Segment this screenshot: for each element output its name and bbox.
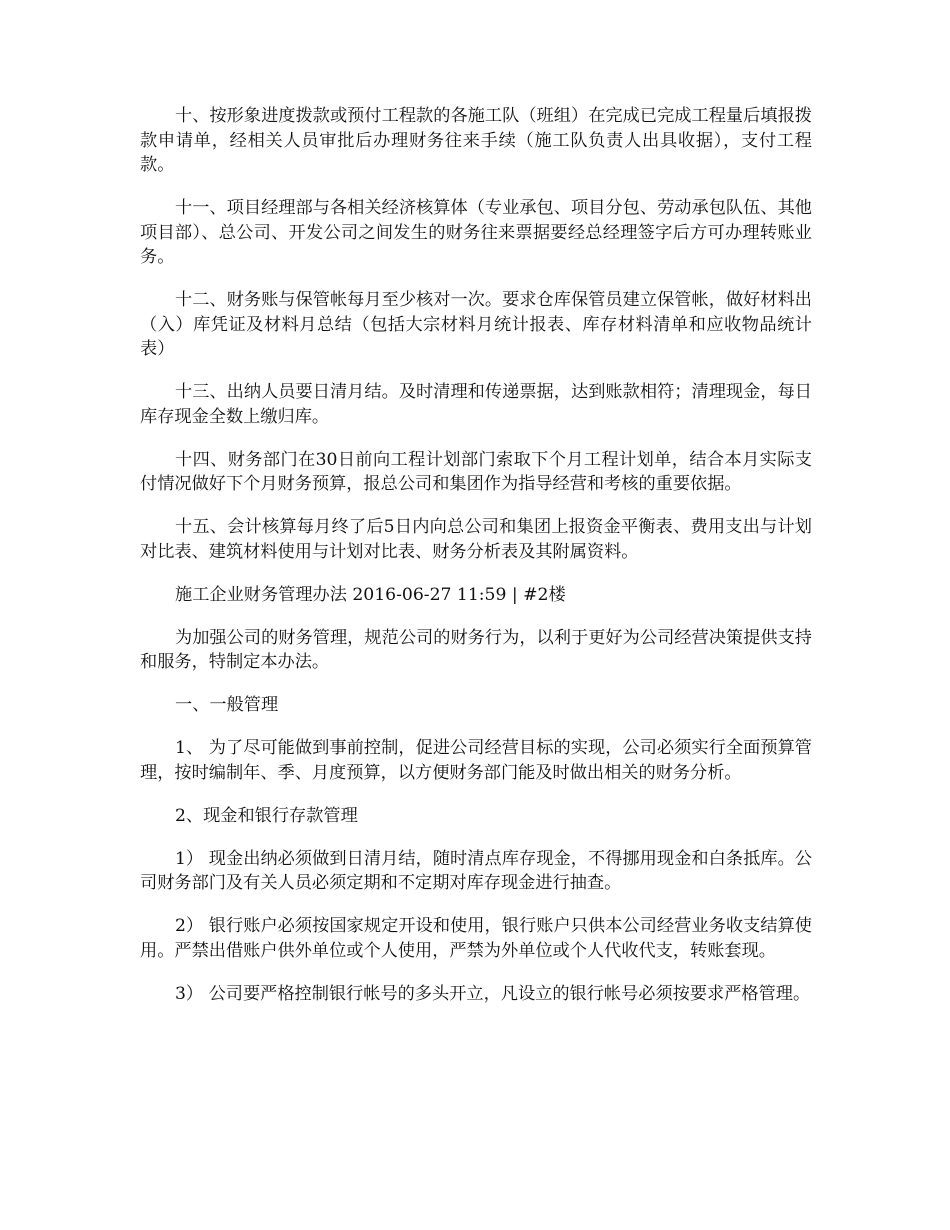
paragraph-item-1: 1、 为了尽可能做到事前控制，促进公司经营目标的实现，公司必须实行全面预算管理，按时编制年、季、月度预算，以方便财务部门能及时做出相关的财务分析。 xyxy=(140,738,812,783)
paragraph-subitem-3: 3） 公司要严格控制银行帐号的多头开立，凡设立的银行帐号必须按要求严格管理。 xyxy=(175,983,811,1004)
paragraph-intro: 为加强公司的财务管理，规范公司的财务行为，以利于更好为公司经营决策提供支持和服务，特制定本办法。 xyxy=(140,627,812,672)
paragraph-article-11: 十一、项目经理部与各相关经济核算体（专业承包、项目分包、劳动承包队伍、其他项目部）、总公司、开发公司之间发生的财务往来票据要经总经理签字后方可办理转账业务。 xyxy=(140,198,812,267)
paragraph-article-12: 十二、财务账与保管帐每月至少核对一次。要求仓库保管员建立保管帐，做好材料出（入）库凭证及材料月总结（包括大宗材料月统计报表、库存材料清单和应收物品统计表） xyxy=(140,290,812,359)
paragraph-article-14: 十四、财务部门在30日前向工程计划部门索取下个月工程计划单，结合本月实际支付情况做好下个月财务预算，报总公司和集团作为指导经营和考核的重要依据。 xyxy=(140,449,812,494)
section-heading-cash-bank: 2、现金和银行存款管理 xyxy=(175,805,358,826)
paragraph-article-15: 十五、会计核算每月终了后5日内向总公司和集团上报资金平衡表、费用支出与计划对比表、建筑材料使用与计划对比表、财务分析表及其附属资料。 xyxy=(140,517,812,562)
document-page xyxy=(140,104,812,1025)
post-header-line: 施工企业财务管理办法 2016-06-27 11:59 | #2楼 xyxy=(175,584,566,605)
section-heading-general: 一、一般管理 xyxy=(175,695,279,715)
paragraph-article-13: 十三、出纳人员要日清月结。及时清理和传递票据，达到账款相符；清理现金，每日库存现金全数上缴归库。 xyxy=(140,382,812,427)
paragraph-subitem-1: 1） 现金出纳必须做到日清月结，随时清点库存现金，不得挪用现金和白条抵库。公司财务部门及有关人员必须定期和不定期对库存现金进行抽查。 xyxy=(140,848,812,893)
paragraph-article-10: 十、按形象进度拨款或预付工程款的各施工队（班组）在完成已完成工程量后填报拨款申请单，经相关人员审批后办理财务往来手续（施工队负责人出具收据），支付工程款。 xyxy=(140,106,812,175)
paragraph-subitem-2: 2） 银行账户必须按国家规定开设和使用，银行账户只供本公司经营业务收支结算使用。严禁出借账户供外单位或个人使用，严禁为外单位或个人代收代支，转账套现。 xyxy=(140,916,812,961)
